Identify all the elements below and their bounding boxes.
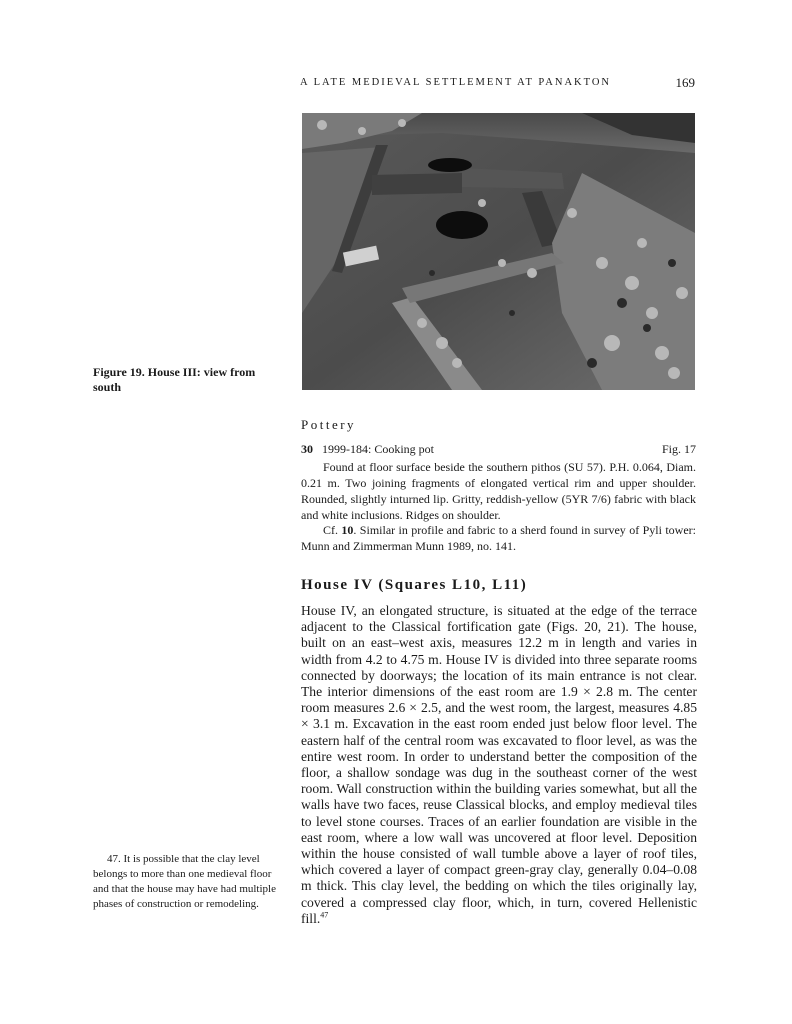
footnote: [93, 852, 277, 912]
house-iv-heading: House IV (Squares L10, L11): [301, 577, 528, 593]
catalog-description-text: Found at floor surface beside the southern pithos (SU 57). P.H. 0.064, Diam. 0.21 m. Two joining fragments of elongated vertical rim and upper shoulder. Rounded, slightly inturned lip. Gritty, reddish-yellow (5YR 7/6) fabric with black and white inclusions. Ridges on shoulder.: [301, 460, 696, 522]
catalog-entry-figure-ref: Fig. 17: [661, 442, 696, 456]
catalog-entry-number: 30: [301, 442, 313, 456]
running-head-title: A LATE MEDIEVAL SETTLEMENT AT PANAKTON: [300, 77, 611, 88]
catalog-entry-description: [301, 459, 696, 523]
page-number: 169: [675, 75, 695, 90]
running-head: [300, 77, 695, 93]
cf-number: 10: [341, 523, 354, 537]
footnote-marker: 47: [320, 910, 329, 920]
catalog-entry-comparison: [301, 522, 696, 554]
cf-text: . Similar in profile and fabric to a sherd found in survey of Pyli tower: Munn and Zimmerman Munn 1989, no. 141.: [301, 523, 696, 553]
excavation-photo-image: [302, 113, 695, 390]
figure-caption: Figure 19. House III: view from south: [93, 365, 256, 394]
footnote-number: 47.: [107, 853, 121, 865]
pottery-heading: Pottery: [301, 417, 357, 432]
figure-19-photo: [302, 113, 695, 390]
cf-prefix: Cf.: [323, 523, 342, 537]
house-iv-body-text: House IV, an elongated structure, is situated at the edge of the terrace adjacent to the Classical fortification gate (Figs. 20, 21). The house, built on an east–west axis, measures 12.2 m in length and varies in width from 4.2 to 4.75 m. House IV is divided into three separate rooms connected by doorways; the location of its main entrance is not clear. The interior dimensions of the east room are 1.9 × 2.8 m. The center room measures 2.6 × 2.5, and the west room, the largest, measures 4.85 × 3.1 m. Excavation in the east room ended just below floor level. The eastern half of the central room was excavated to floor level, as was the entire west room. In order to understand better the composition of the floor, a shallow sondage was dug in the southeast corner of the west room. Wall construction within the building varies somewhat, but all the walls have two faces, reuse Classical blocks, and employ medieval tiles to level stone courses. Traces of an earlier foundation are visible in the east room, where a low wall was uncovered at floor level. Deposition within the house consisted of wall tumble above a layer of roof tiles, which covered a layer of compact green-gray clay, generally 0.04–0.08 m thick. This clay level, the bedding on which the tiles originally lay, covered a compressed clay floor, which, in turn, covered Hellenistic fill.: [301, 603, 697, 926]
house-iv-body: [301, 603, 697, 927]
catalog-entry-label: 1999-184: Cooking pot: [322, 442, 435, 456]
catalog-entry-header: [301, 441, 696, 457]
footnote-text: It is possible that the clay level belongs to more than one medieval floor and that the house may have had multiple phases of construction or remodeling.: [93, 853, 276, 910]
